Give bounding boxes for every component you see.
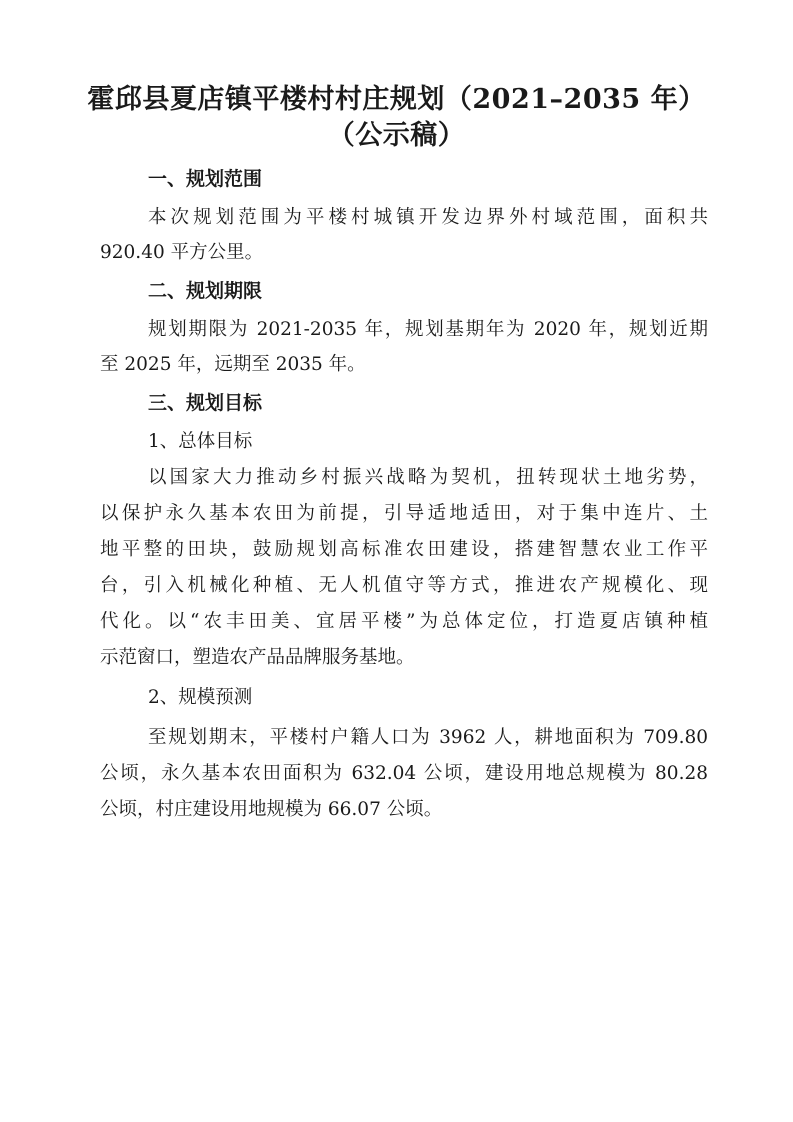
paragraph-line: 至规划期末，平楼村户籍人口为 3962 人，耕地面积为 709.80: [148, 727, 708, 748]
paragraph-line: 公顷，永久基本农田面积为 632.04 公顷，建设用地总规模为 80.28: [100, 763, 708, 784]
section-heading-scope: 一、规划范围: [148, 168, 263, 190]
document-title: 霍邱县夏店镇平楼村村庄规划（2021–2035 年）: [87, 84, 706, 115]
paragraph-line: 代化。以“农丰田美、宜居平楼”为总体定位，打造夏店镇种植: [100, 611, 708, 632]
paragraph-line: 以国家大力推动乡村振兴战略为契机，扭转现状土地劣势，: [148, 467, 708, 488]
paragraph-line: 地平整的田块，鼓励规划高标准农田建设，搭建智慧农业工作平: [100, 539, 708, 560]
paragraph-line: 公顷，村庄建设用地规模为 66.07 公顷。: [100, 799, 443, 820]
section-heading-goals: 三、规划目标: [148, 392, 263, 414]
subsection-heading-overall-goal: 1、总体目标: [148, 431, 253, 452]
paragraph-line: 以保护永久基本农田为前提，引导适地适田，对于集中连片、土: [100, 503, 708, 524]
paragraph-line: 至 2025 年，远期至 2035 年。: [100, 354, 366, 375]
paragraph-line: 台，引入机械化种植、无人机值守等方式，推进农产规模化、现: [100, 575, 708, 596]
paragraph-line: 920.40 平方公里。: [100, 242, 264, 263]
document-subtitle: （公示稿）: [327, 120, 466, 151]
subsection-heading-scale-forecast: 2、规模预测: [148, 687, 253, 708]
section-heading-period: 二、规划期限: [148, 280, 263, 302]
paragraph-line: 示范窗口，塑造农产品品牌服务基地。: [100, 647, 415, 668]
paragraph-line: 规划期限为 2021-2035 年，规划基期年为 2020 年，规划近期: [148, 319, 708, 340]
paragraph-line: 本次规划范围为平楼村城镇开发边界外村域范围，面积共: [148, 207, 708, 228]
